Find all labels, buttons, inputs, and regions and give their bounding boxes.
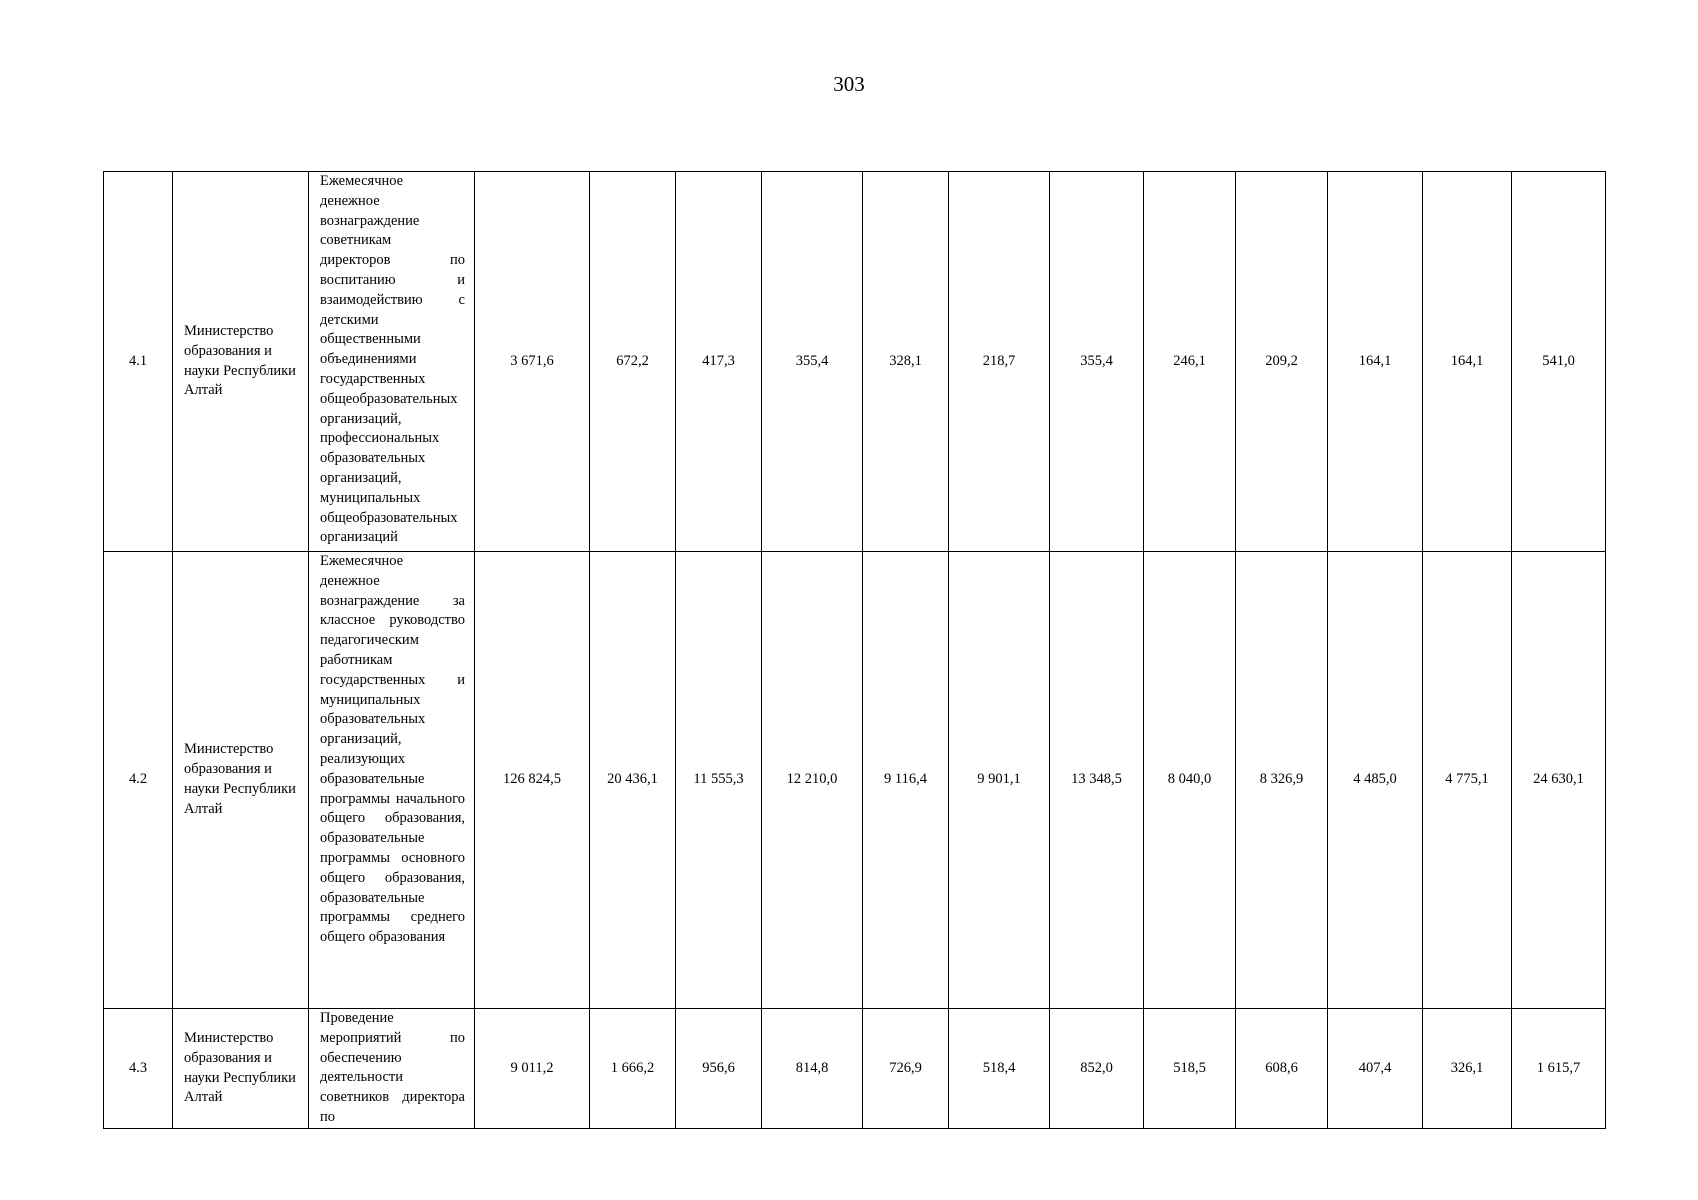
value-cell: 4 485,0 <box>1328 552 1423 1009</box>
value-cell: 9 116,4 <box>863 552 949 1009</box>
value-cell: 8 326,9 <box>1236 552 1328 1009</box>
value-total: 9 011,2 <box>475 1009 590 1129</box>
value-cell: 355,4 <box>762 172 863 552</box>
value-total: 3 671,6 <box>475 172 590 552</box>
page-number: 303 <box>833 72 865 96</box>
value-cell: 417,3 <box>676 172 762 552</box>
table-row <box>104 552 1606 1009</box>
row-number: 4.3 <box>104 1009 173 1129</box>
value-cell: 218,7 <box>949 172 1050 552</box>
value-cell: 672,2 <box>590 172 676 552</box>
value-cell: 326,1 <box>1423 1009 1512 1129</box>
value-cell: 852,0 <box>1050 1009 1144 1129</box>
organization-cell: Министерство образования и науки Республики Алтай <box>173 1009 309 1129</box>
table-row <box>104 172 1606 552</box>
value-cell: 956,6 <box>676 1009 762 1129</box>
value-cell: 541,0 <box>1512 172 1606 552</box>
value-cell: 13 348,5 <box>1050 552 1144 1009</box>
description-cell: Ежемесячное денежное вознаграждение за классное руководство педагогическим работникам государственных и муниципальных образовательных организаций, реализующих образовательные программы начального общего образования, образовательные программы основного общего образования, образовательные программы среднего общего образования <box>309 552 475 1009</box>
value-cell: 9 901,1 <box>949 552 1050 1009</box>
value-cell: 4 775,1 <box>1423 552 1512 1009</box>
organization-cell: Министерство образования и науки Республики Алтай <box>173 552 309 1009</box>
value-cell: 24 630,1 <box>1512 552 1606 1009</box>
value-cell: 518,5 <box>1144 1009 1236 1129</box>
value-cell: 608,6 <box>1236 1009 1328 1129</box>
organization-cell: Министерство образования и науки Республики Алтай <box>173 172 309 552</box>
value-cell: 209,2 <box>1236 172 1328 552</box>
row-number: 4.1 <box>104 172 173 552</box>
value-cell: 1 666,2 <box>590 1009 676 1129</box>
row-number: 4.2 <box>104 552 173 1009</box>
value-total: 126 824,5 <box>475 552 590 1009</box>
value-cell: 355,4 <box>1050 172 1144 552</box>
value-cell: 20 436,1 <box>590 552 676 1009</box>
description-cell: Ежемесячное денежное вознаграждение советникам директоров по воспитанию и взаимодействию с детскими общественными объединениями государственных общеобразовательных организаций, профессиональных образовательных организаций, муниципальных общеобразовательных организаций <box>309 172 475 552</box>
value-cell: 164,1 <box>1328 172 1423 552</box>
value-cell: 407,4 <box>1328 1009 1423 1129</box>
description-cell: Проведение мероприятий по обеспечению деятельности советников директора по <box>309 1009 475 1129</box>
value-cell: 814,8 <box>762 1009 863 1129</box>
table-row <box>104 1009 1606 1129</box>
value-cell: 11 555,3 <box>676 552 762 1009</box>
value-cell: 12 210,0 <box>762 552 863 1009</box>
value-cell: 246,1 <box>1144 172 1236 552</box>
value-cell: 726,9 <box>863 1009 949 1129</box>
value-cell: 518,4 <box>949 1009 1050 1129</box>
budget-table <box>103 171 1606 1129</box>
value-cell: 328,1 <box>863 172 949 552</box>
value-cell: 1 615,7 <box>1512 1009 1606 1129</box>
value-cell: 8 040,0 <box>1144 552 1236 1009</box>
value-cell: 164,1 <box>1423 172 1512 552</box>
